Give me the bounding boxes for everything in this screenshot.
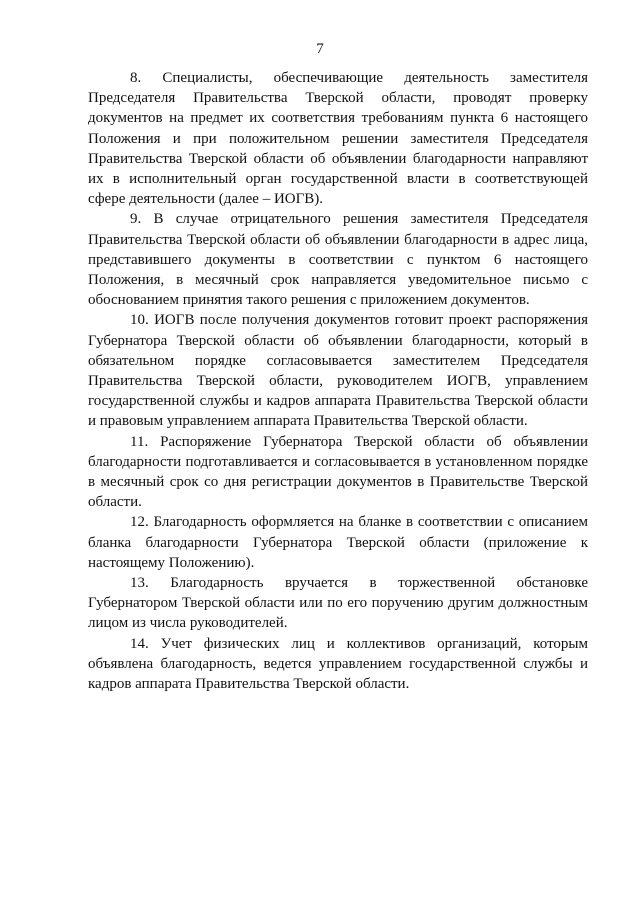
- paragraph-10: 10. ИОГВ после получения документов готовит проект распоряжения Губернатора Тверской области об объявлении благодарности, который в обязательном порядке согласовывается заместителем Председателя Правительства Тверской области, руководителем ИОГВ, управлением государственной службы и кадров аппарата Правительства Тверской области и правовым управлением аппарата Правительства Тверской области.: [88, 312, 588, 430]
- paragraph-11: 11. Распоряжение Губернатора Тверской области об объявлении благодарности подготавливается и согласовывается в установленном порядке в месячный срок со дня регистрации документов в Правительстве Тверской области.: [88, 433, 588, 511]
- document-body: [88, 68, 588, 694]
- paragraph-13: 13. Благодарность вручается в торжественной обстановке Губернатором Тверской области или по его поручению другим должностным лицом из числа руководителей.: [88, 575, 588, 632]
- page-number: 7: [316, 41, 324, 57]
- paragraph-12: 12. Благодарность оформляется на бланке в соответствии с описанием бланка благодарности Губернатора Тверской области (приложение к настоящему Положению).: [88, 514, 588, 571]
- paragraph-8: 8. Специалисты, обеспечивающие деятельность заместителя Председателя Правительства Тверской области, проводят проверку документов на предмет их соответствия требованиям пункта 6 настоящего Положения и при положительном решении заместителя Председателя Правительства Тверской области об объявлении благодарности направляют их в исполнительный орган государственной власти в соответствующей сфере деятельности (далее – ИОГВ).: [88, 70, 588, 208]
- paragraph-14: 14. Учет физических лиц и коллективов организаций, которым объявлена благодарность, ведется управлением государственной службы и кадров аппарата Правительства Тверской области.: [88, 635, 588, 693]
- paragraph-9: 9. В случае отрицательного решения заместителя Председателя Правительства Тверской области об объявлении благодарности в адрес лица, представившего документы в соответствии с пунктом 6 настоящего Положения, в месячный срок направляется уведомительное письмо с обоснованием принятия такого решения с приложением документов.: [88, 211, 588, 309]
